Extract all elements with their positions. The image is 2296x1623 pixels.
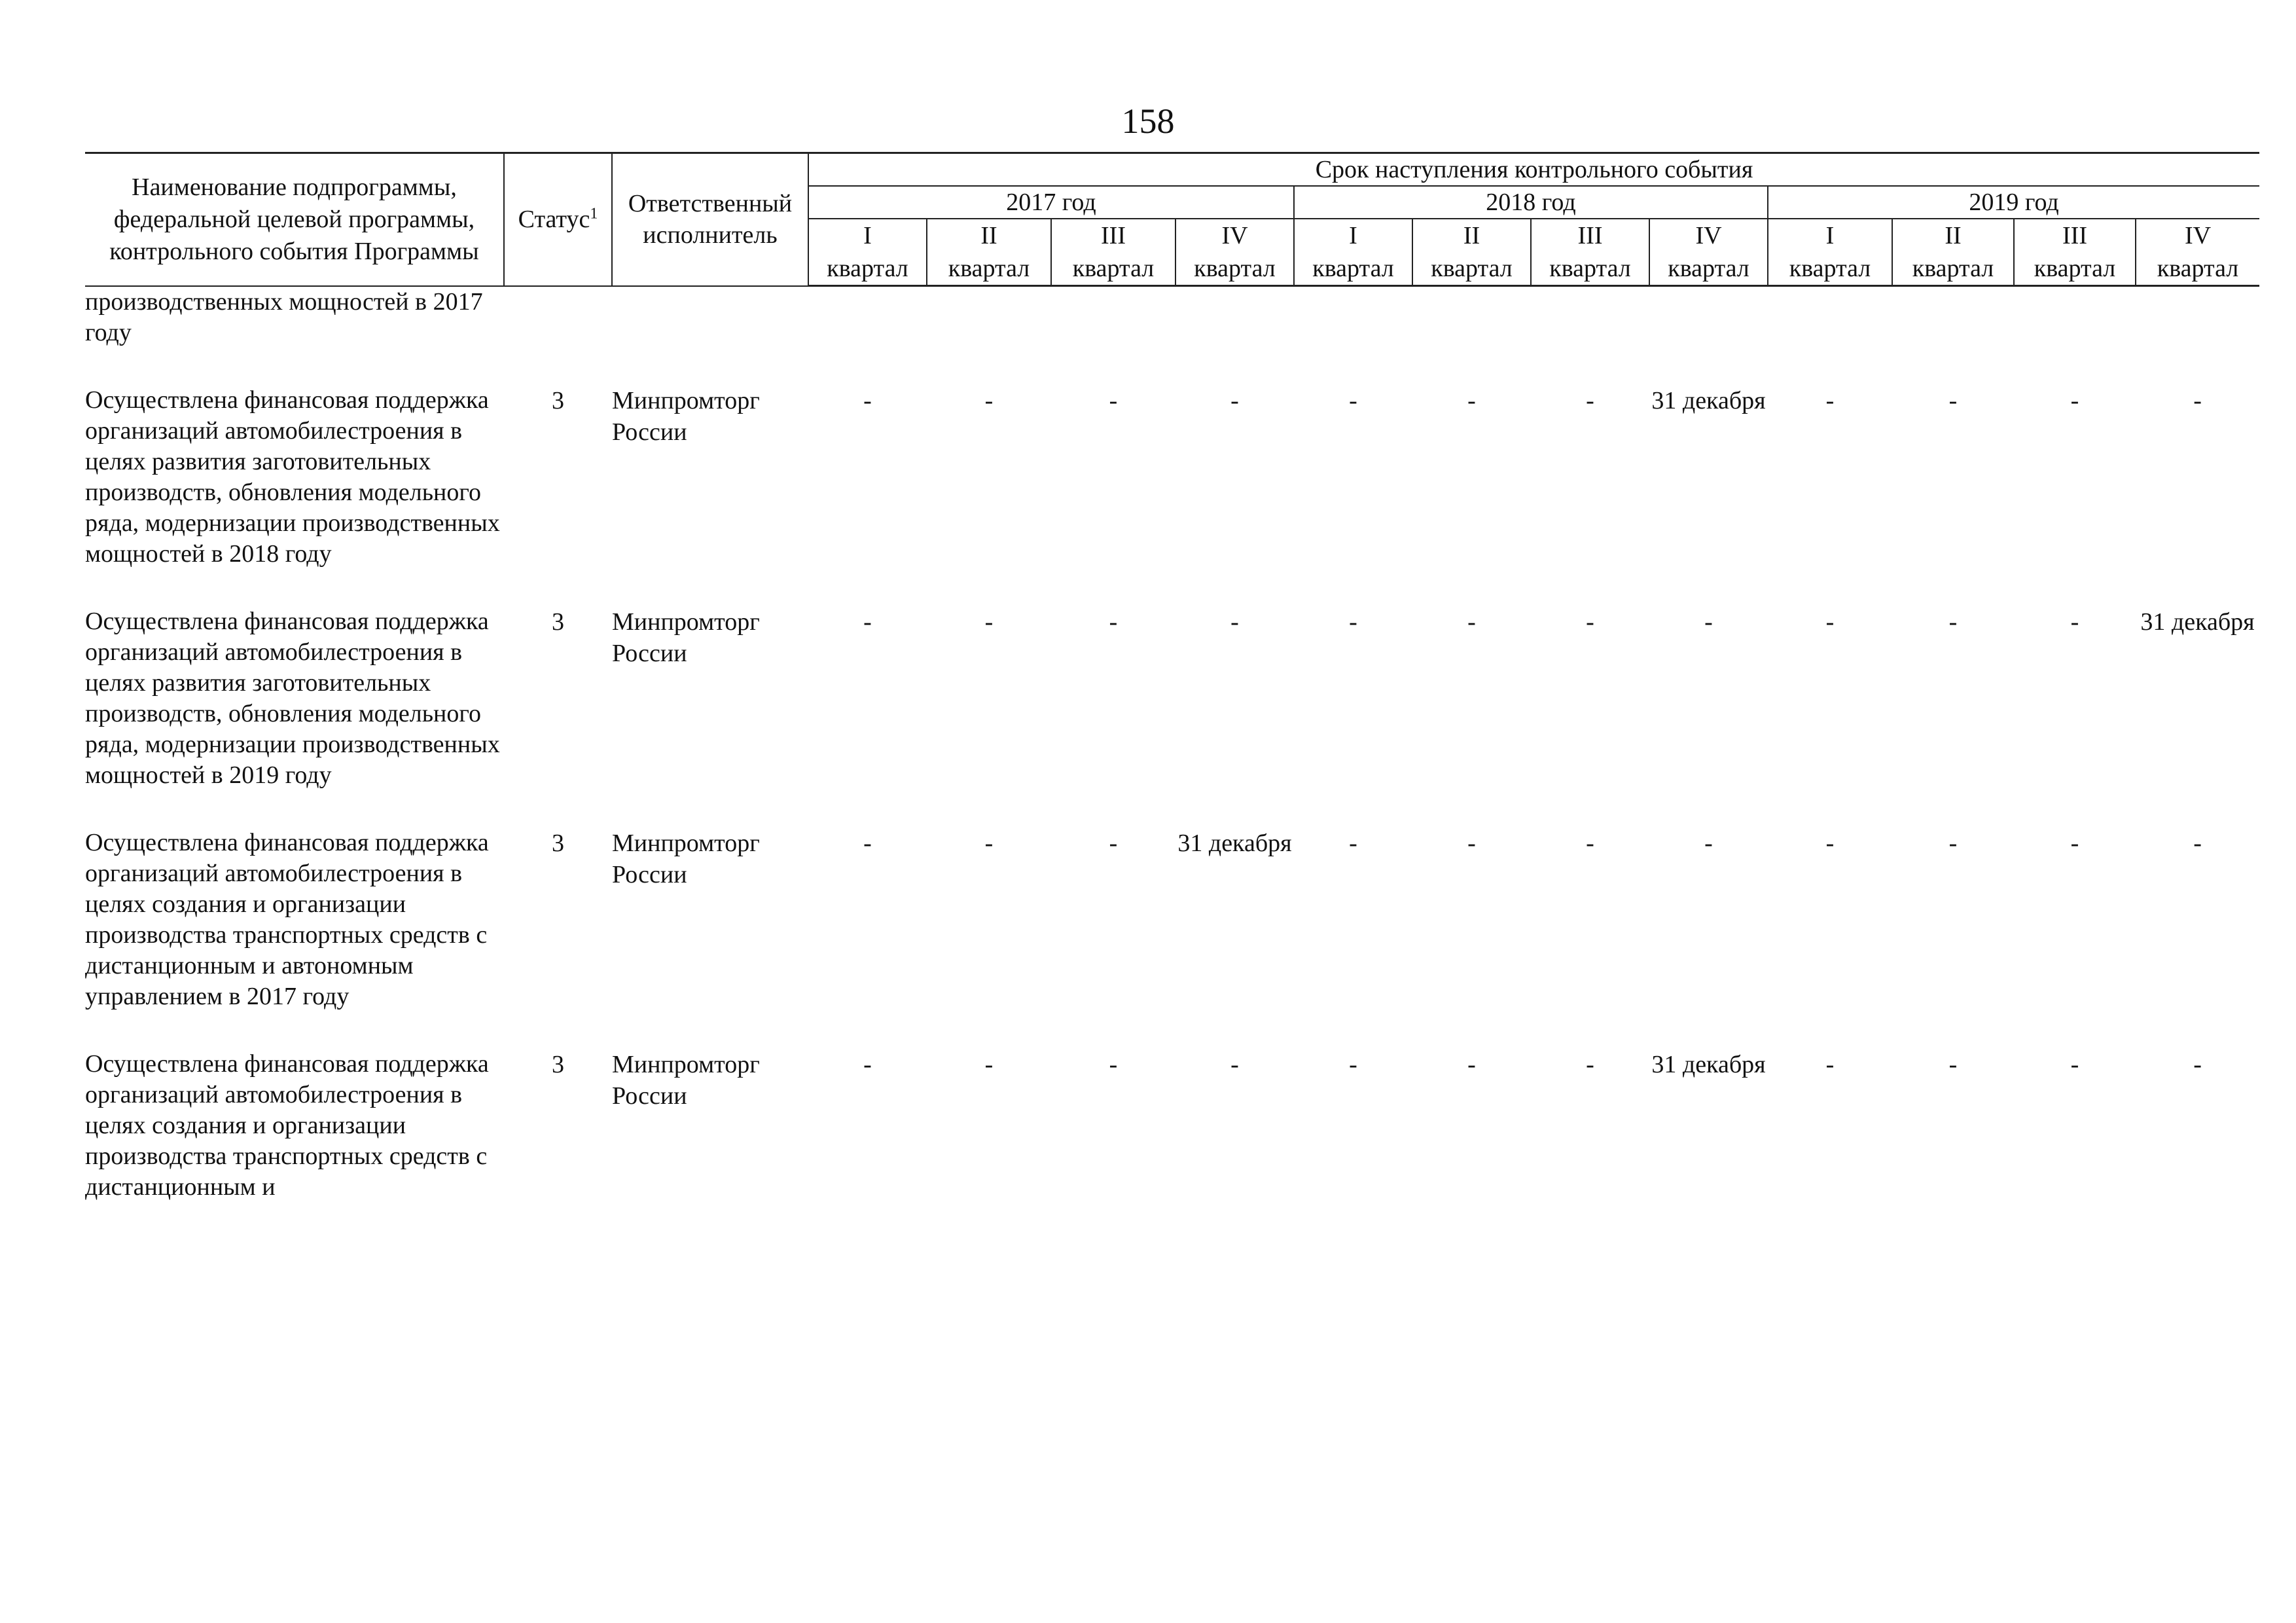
quarter-header [1768, 219, 1892, 286]
period-cell: - [1349, 1050, 1357, 1078]
period-cell: - [2193, 829, 2202, 857]
period-cell: - [984, 829, 994, 857]
row-spacer-cell [85, 348, 2259, 385]
period-cell: 31 декабря [1651, 386, 1766, 414]
quarter-header [1051, 219, 1175, 286]
period-cell [2014, 286, 2136, 348]
column-header-name: Наименование подпрограммы, федеральной целевой программы, контрольного события Программы [85, 153, 504, 286]
period-cell: 31 декабря [1651, 1050, 1766, 1078]
quarter-header [1649, 219, 1768, 286]
period-cell: - [1109, 1050, 1118, 1078]
event-name: Осуществлена финансовая поддержка организаций автомобилестроения в целях развития заготовительных производств, обновления модельного ряда, модернизации производственных мощностей в 2018 году [85, 386, 500, 568]
quarter-numeral: II [1945, 222, 1962, 249]
period-cell: - [1109, 829, 1118, 857]
row-spacer [85, 570, 2259, 606]
event-name: Осуществлена финансовая поддержка организаций автомобилестроения в целях развития заготовительных производств, обновления модельного ряда, модернизации производственных мощностей в 2019 году [85, 607, 500, 789]
quarter-numeral: I [1349, 222, 1357, 249]
quarter-header [1175, 219, 1294, 286]
quarter-numeral: IV [1695, 222, 1722, 249]
table-row [85, 385, 2259, 570]
row-spacer [85, 1012, 2259, 1049]
event-status: 3 [552, 829, 564, 857]
period-cell: - [1825, 386, 1835, 414]
row-spacer [85, 791, 2259, 828]
quarter-label: квартал [827, 255, 908, 282]
period-cell: 31 декабря [2140, 608, 2255, 636]
event-executor: Минпромторг России [612, 829, 760, 888]
quarter-label: квартал [1072, 255, 1155, 282]
column-header-status: Статус$^1$ [504, 153, 612, 286]
event-executor: Минпромторг России [612, 1050, 760, 1110]
period-cell: - [863, 608, 872, 636]
period-cell: - [1704, 608, 1713, 636]
quarter-label: квартал [1312, 255, 1394, 282]
period-cell [1531, 286, 1649, 348]
period-cell [1649, 286, 1768, 348]
period-cell: - [1109, 386, 1118, 414]
period-cell: - [1586, 386, 1594, 414]
period-cell: - [2070, 608, 2079, 636]
period-cell [1294, 286, 1412, 348]
quarter-label: квартал [1912, 255, 1994, 282]
period-cell: - [1349, 608, 1357, 636]
period-cell [1175, 286, 1294, 348]
period-cell [927, 286, 1051, 348]
page-number: 158 [1121, 101, 1175, 141]
quarter-numeral: I [1825, 222, 1835, 249]
period-cell: - [1825, 1050, 1835, 1078]
quarter-numeral: IV [2184, 222, 2212, 249]
quarter-label: квартал [1549, 255, 1631, 282]
period-cell: - [2193, 386, 2202, 414]
period-cell: - [1948, 386, 1958, 414]
period-cell: - [1825, 829, 1835, 857]
period-cell: - [1948, 608, 1958, 636]
year-header: 2018 год [1294, 186, 1768, 219]
event-status: 3 [552, 608, 564, 636]
period-cell: - [1586, 1050, 1594, 1078]
quarter-numeral: III [1577, 222, 1603, 249]
period-cell: - [1230, 1050, 1239, 1078]
period-cell: - [984, 386, 994, 414]
year-header: 2017 год [808, 186, 1294, 219]
event-status: 3 [552, 1050, 564, 1078]
period-cell [1892, 286, 2014, 348]
period-cell [1768, 286, 1892, 348]
quarter-label: квартал [1194, 255, 1276, 282]
row-spacer [85, 348, 2259, 385]
period-cell: - [1704, 829, 1713, 857]
table-body [85, 286, 2259, 1203]
event-executor: Минпромторг России [612, 386, 760, 446]
event-status [504, 286, 612, 348]
event-name: Осуществлена финансовая поддержка организаций автомобилестроения в целях создания и организации производства транспортных средств с дистанционным и автономным управлением в 2017 году [85, 828, 489, 1010]
event-executor: Минпромторг России [612, 608, 760, 667]
quarter-numeral: II [1463, 222, 1480, 249]
quarter-header [808, 219, 927, 286]
period-cell: - [2193, 1050, 2202, 1078]
quarter-header [927, 219, 1051, 286]
period-cell: - [1467, 1050, 1476, 1078]
status-footnote-marker: 1 [590, 205, 598, 223]
table-row [85, 1049, 2259, 1203]
period-cell: - [2070, 829, 2079, 857]
event-name: Осуществлена финансовая поддержка организаций автомобилестроения в целях создания и организации производства транспортных средств с дистанционным и [85, 1049, 489, 1201]
period-cell: - [1467, 829, 1476, 857]
period-cell: - [863, 829, 872, 857]
quarter-numeral: III [1101, 222, 1126, 249]
period-cell: - [1586, 829, 1594, 857]
quarter-header [2014, 219, 2136, 286]
period-cell: - [2070, 386, 2079, 414]
period-cell: - [2070, 1050, 2079, 1078]
quarter-header [1531, 219, 1649, 286]
quarter-label: квартал [948, 255, 1030, 282]
period-cell: - [863, 1050, 872, 1078]
table-row [85, 606, 2259, 791]
period-cell [1412, 286, 1531, 348]
row-spacer-cell [85, 1012, 2259, 1049]
period-cell: - [984, 1050, 994, 1078]
period-cell: - [1349, 829, 1357, 857]
quarter-numeral: II [980, 222, 997, 249]
period-cell: - [1109, 608, 1118, 636]
quarter-label: квартал [1668, 255, 1749, 282]
quarter-label: квартал [1431, 255, 1513, 282]
period-cell: 31 декабря [1177, 829, 1292, 857]
row-spacer-cell [85, 570, 2259, 606]
year-header: 2019 год [1768, 186, 2259, 219]
event-name: производственных мощностей в 2017 году [85, 287, 483, 346]
period-cell [2136, 286, 2259, 348]
quarter-label: квартал [2157, 255, 2239, 282]
table-row [85, 286, 2259, 348]
column-header-deadline-group: Срок наступления контрольного события [808, 153, 2259, 187]
period-cell: - [1230, 386, 1239, 414]
quarter-header [1412, 219, 1531, 286]
period-cell: - [1948, 829, 1958, 857]
quarter-header [2136, 219, 2259, 286]
quarter-numeral: I [863, 222, 872, 249]
period-cell: - [1948, 1050, 1958, 1078]
period-cell: - [1467, 386, 1476, 414]
table-header [85, 153, 2259, 286]
row-spacer-cell [85, 791, 2259, 828]
period-cell: - [1467, 608, 1476, 636]
period-cell: - [984, 608, 994, 636]
control-events-table [85, 152, 2259, 1203]
quarter-label: квартал [1789, 255, 1871, 282]
table-row [85, 828, 2259, 1012]
quarter-header [1892, 219, 2014, 286]
quarter-numeral: IV [1221, 222, 1248, 249]
quarter-header [1294, 219, 1412, 286]
period-cell [1051, 286, 1175, 348]
quarter-numeral: III [2062, 222, 2087, 249]
period-cell: - [1825, 608, 1835, 636]
quarter-label: квартал [2034, 255, 2116, 282]
period-cell: - [1349, 386, 1357, 414]
event-executor [612, 286, 808, 348]
event-status: 3 [552, 386, 564, 414]
period-cell: - [1230, 608, 1239, 636]
period-cell: - [863, 386, 872, 414]
column-header-executor: Ответственный исполнитель [612, 153, 808, 286]
period-cell [808, 286, 927, 348]
period-cell: - [1586, 608, 1594, 636]
